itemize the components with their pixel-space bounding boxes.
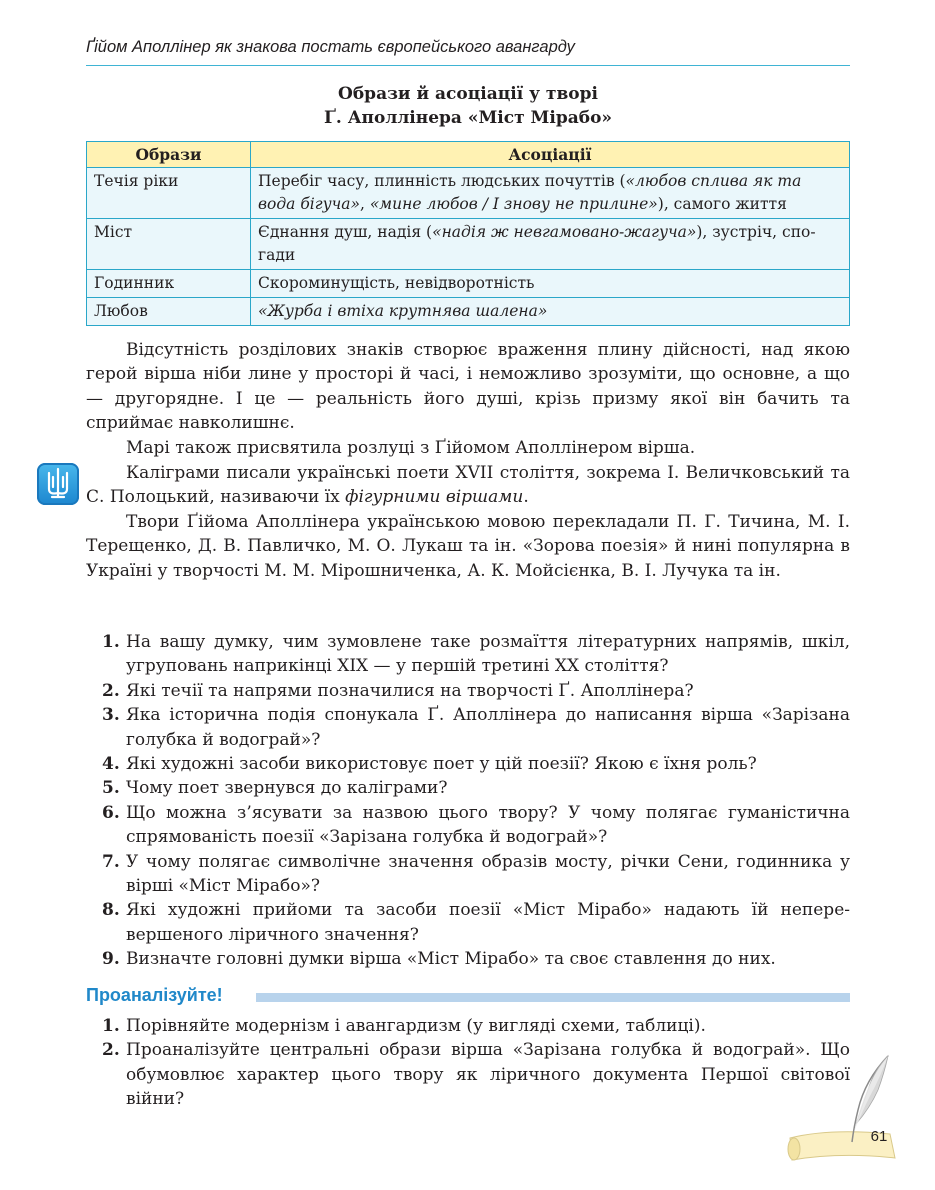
image-cell: Годинник [87, 270, 251, 298]
item-number: 2. [102, 680, 120, 701]
item-number: 6. [102, 802, 120, 823]
item-number: 5. [102, 778, 120, 799]
col-header-images: Образи [87, 142, 251, 168]
assoc-quote: «мине любов / І знову не прилине» [369, 195, 658, 213]
list-item [86, 776, 850, 800]
item-number: 9. [102, 949, 120, 970]
image-cell: Міст [87, 219, 251, 270]
item-text: Проаналізуйте центральні образи вірша «Зарізана голубка й водограй». Що обумовлює характер цього твору як ліричного документа Першої світової війни? [126, 1040, 850, 1110]
item-text: На вашу думку, чим зумовлене таке розмаїття літературних напрямів, шкіл, угруповань наприкінці XIX — у першій третині XX століття? [126, 632, 850, 677]
association-cell [251, 168, 850, 219]
analyze-bar [256, 993, 850, 1002]
table-header-row [87, 142, 850, 168]
list-item [86, 630, 850, 679]
table-row [87, 219, 850, 270]
assoc-text: ), зустріч, спогади [258, 223, 816, 264]
list-item [86, 850, 850, 899]
item-text: Які течії та напрями позначилися на творчості Ґ. Аполлінера? [126, 680, 694, 701]
assoc-text: ), самого життя [657, 195, 787, 213]
item-text: Визначте головні думки вірша «Міст Мірабо» та своє ставлення до них. [126, 949, 776, 970]
item-text: Які художні засоби використовує поет у цій поезії? Якою є їхня роль? [126, 754, 757, 775]
table-title [86, 82, 850, 130]
paragraph [86, 461, 850, 510]
analyze-tasks-list [86, 1014, 850, 1112]
list-item [86, 679, 850, 703]
paragraph: Твори Ґійома Аполлінера українською мовою перекладали П. Г. Тичина, М. І. Терещенко, Д. В. Павличко, М. О. Лукаш та ін. «Зорова поезія» й нині популярна в Україні у творчості М. М. Мірошниченка, А. К. Мойсієнка, В. І. Лучука та ін. [86, 512, 850, 581]
table-title-line1: Образи й асоціації у творі [338, 84, 598, 104]
association-cell: «Журба і втіха крутнява шалена» [251, 298, 850, 326]
item-number: 1. [102, 1016, 120, 1036]
table-row [87, 168, 850, 219]
table-title-line2: Ґ. Аполлінера «Міст Мірабо» [323, 108, 613, 128]
assoc-text: Єднання душ, надія ( [258, 223, 433, 241]
running-header: Ґійом Аполлінер як знакова постать європейського авангарду [86, 38, 575, 56]
item-text: Чому поет звернувся до каліграми? [126, 778, 448, 799]
image-cell: Течія ріки [87, 168, 251, 219]
paragraph: Відсутність розділових знаків створює враження плину дійсності, над якою герой вірша ніби лине у просторі й часі, і неможливо зрозуміти, що основне, а що — другорядне. І це — реальність його душі, крізь призму якої він бачить та сприймає навколишнє. [86, 340, 850, 434]
table-row [87, 298, 850, 326]
list-item [86, 752, 850, 776]
analyze-title: Проаналізуйте! [86, 985, 223, 1005]
assoc-quote: «надія ж невгамовано-жагуча» [432, 223, 697, 241]
list-item [86, 1014, 850, 1038]
col-header-associations: Асоціації [251, 142, 850, 168]
quill-scroll-icon [770, 1050, 910, 1165]
item-text: Що можна з’ясувати за назвою цього твору? У чому полягає гуманістична спрямованість поезії «Зарізана голубка й водограй»? [126, 802, 850, 848]
header-rule [86, 65, 850, 66]
images-associations-table [86, 141, 850, 326]
item-number: 4. [102, 754, 120, 775]
list-item [86, 703, 850, 752]
item-number: 1. [102, 632, 120, 652]
item-number: 7. [102, 851, 120, 872]
item-text: Порівняйте модернізм і авангардизм (у вигляді схеми, таблиці). [126, 1016, 706, 1036]
item-text: У чому полягає символічне значення образів мосту, річки Сени, годинника у вірші «Міст Мірабо»? [126, 851, 850, 897]
paragraph-text: Каліграми писали українські поети XVII століття, зокрема І. Величковський та С. Полоцький, називаючи їх [86, 463, 850, 508]
association-cell: Скороминущість, невідворотність [251, 270, 850, 298]
image-cell: Любов [87, 298, 251, 326]
item-number: 3. [102, 705, 120, 726]
item-number: 8. [102, 900, 120, 921]
questions-list [86, 630, 850, 972]
assoc-text: , [359, 195, 370, 213]
paragraph-text: . [523, 487, 529, 508]
paragraph-emphasis: фігурними віршами [345, 487, 524, 508]
assoc-quote: «любов сплива як та вода бігуча» [258, 172, 802, 213]
item-text: Яка історична подія спонукала Ґ. Аполлінера до написання вірша «Зарізана голубка й водограй»? [126, 705, 850, 750]
item-text: Які художні прийоми та засоби поезії «Міст Мірабо» надають їй неперевершеного ліричного значення? [126, 900, 850, 945]
assoc-text: Перебіг часу, плинність людських почуттів ( [258, 172, 626, 190]
paragraph: Марі також присвятила розлуці з Ґійомом Аполлінером вірша. [126, 438, 696, 458]
list-item [86, 801, 850, 850]
association-cell [251, 219, 850, 270]
list-item [86, 898, 850, 947]
trident-icon [37, 463, 79, 505]
item-number: 2. [102, 1040, 120, 1061]
list-item [86, 947, 850, 971]
page-number: 61 [870, 1128, 888, 1145]
analyze-section-heading [86, 985, 850, 1011]
table-row [87, 270, 850, 298]
list-item [86, 1038, 850, 1111]
